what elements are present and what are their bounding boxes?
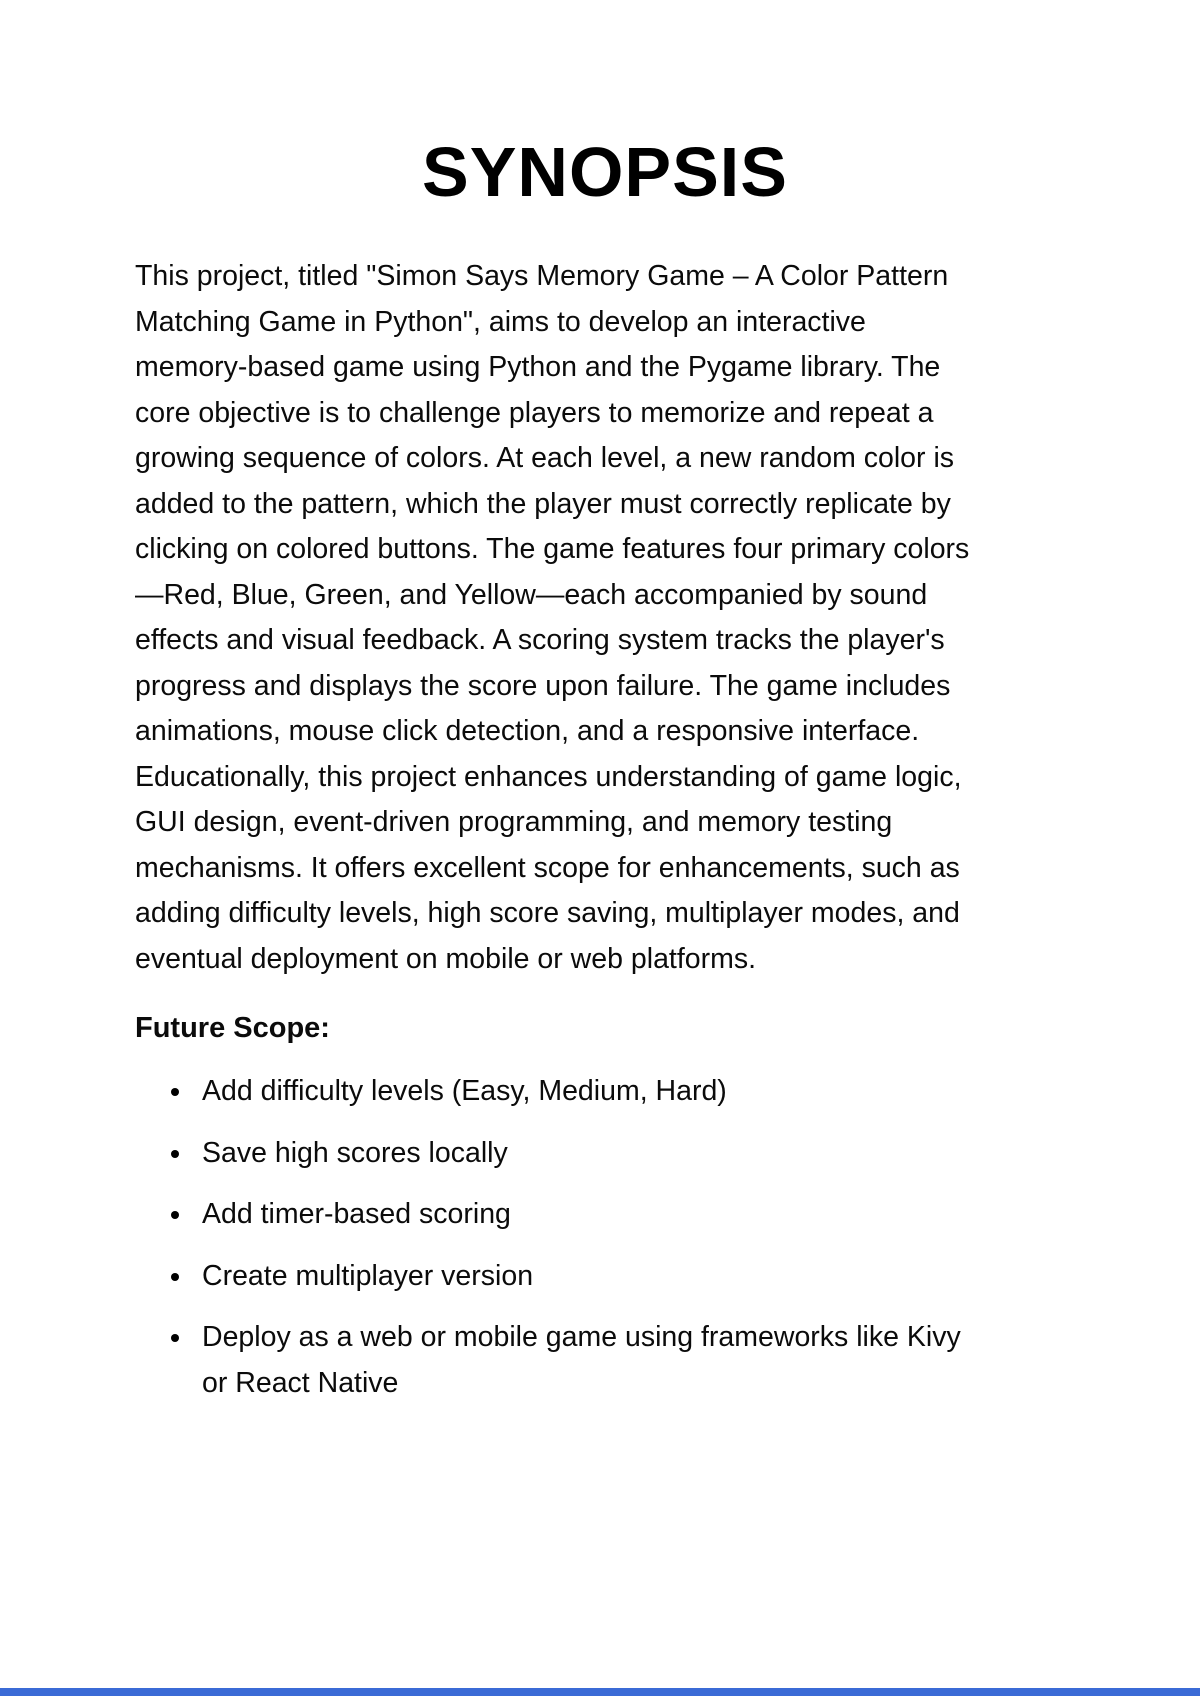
bullet-icon	[171, 1273, 179, 1281]
list-item	[135, 1254, 983, 1300]
list-item-text: Add timer-based scoring	[202, 1198, 511, 1230]
list-item	[135, 1315, 983, 1406]
list-item-text: Add difficulty levels (Easy, Medium, Hard)	[202, 1075, 727, 1107]
synopsis-paragraph: This project, titled "Simon Says Memory Game – A Color Pattern Matching Game in Python", aims to develop an interactive memory-based game using Python and the Pygame library. The core objective is to challenge players to memorize and repeat a growing sequence of colors. At each level, a new random color is added to the pattern, which the player must correctly replicate by clicking on colored buttons. The game features four primary colors—Red, Blue, Green, and Yellow—each accompanied by sound effects and visual feedback. A scoring system tracks the player's progress and displays the score upon failure. The game includes animations, mouse click detection, and a responsive interface. Educationally, this project enhances understanding of game logic, GUI design, event-driven programming, and memory testing mechanisms. It offers excellent scope for enhancements, such as adding difficulty levels, high score saving, multiplayer modes, and eventual deployment on mobile or web platforms.	[135, 260, 970, 975]
list-item	[135, 1069, 983, 1115]
future-scope-list	[135, 1069, 983, 1406]
list-item-text: Save high scores locally	[202, 1136, 508, 1169]
future-scope-heading: Future Scope:	[135, 1012, 330, 1044]
page-title: SYNOPSIS	[422, 133, 788, 211]
bullet-icon	[171, 1088, 179, 1096]
list-item-text: Deploy as a web or mobile game using frameworks like Kivy or React Native	[202, 1321, 961, 1399]
list-item	[135, 1192, 983, 1238]
bullet-icon	[171, 1211, 179, 1219]
footer-accent-bar	[0, 1688, 1200, 1696]
list-item-text: Create multiplayer version	[202, 1259, 534, 1292]
bullet-icon	[171, 1334, 179, 1342]
list-item	[135, 1131, 983, 1177]
bullet-icon	[171, 1150, 179, 1158]
